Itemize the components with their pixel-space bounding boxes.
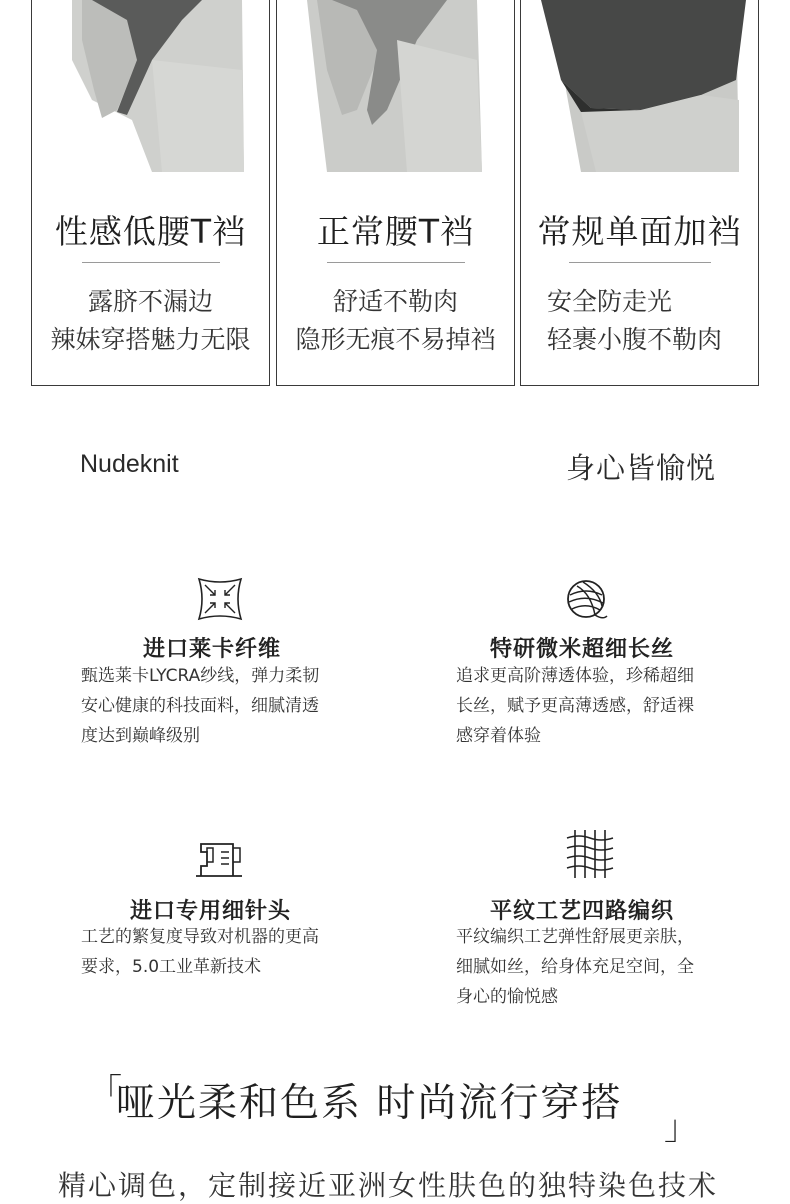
card-title: 性感低腰T裆 (54, 212, 247, 251)
product-card-regular[interactable] (276, 0, 515, 386)
brand-slogan: 身心皆愉悦 (566, 451, 717, 485)
feature-title: 特研微米超细长丝 (490, 637, 675, 662)
card-divider (569, 262, 711, 263)
card-title: 正常腰T裆 (316, 212, 475, 251)
panty-photo-regular (277, 0, 515, 175)
headline-open-bracket: 「 (88, 1072, 122, 1112)
feature-desc: 甄选莱卡LYCRA纱线，弹力柔韧 安心健康的科技面料，细腻清透 度达到巅峰级别 (81, 666, 320, 746)
brand-name: Nudeknit (80, 450, 179, 478)
product-card-brief[interactable] (520, 0, 759, 386)
feature-title: 平纹工艺四路编织 (490, 899, 675, 924)
card-line-2: 隐形无痕不易掉裆 (295, 325, 496, 354)
feature-desc: 追求更高阶薄透体验，珍稀超细 长丝，赋予更高薄透感，舒适裸 感穿着体验 (456, 666, 694, 746)
card-line-1: 安全防走光 (547, 287, 673, 316)
card-line-2: 轻裹小腹不勒肉 (547, 325, 723, 354)
section-subtext: 精心调色，定制接近亚洲女性肤色的独特染色技术 (58, 1169, 719, 1202)
panty-photo-lowrise (32, 0, 270, 175)
headline-close-bracket: 」 (664, 1108, 698, 1148)
feature-desc: 工艺的繁复度导致对机器的更高 要求，5.0工业革新技术 (81, 927, 319, 977)
feature-title: 进口莱卡纤维 (143, 637, 282, 662)
card-line-2: 辣妹穿搭魅力无限 (50, 325, 251, 354)
panty-photo-brief (521, 0, 759, 175)
card-line-1: 舒适不勒肉 (332, 287, 458, 316)
section-headline: 哑光柔和色系 时尚流行穿搭 (116, 1081, 623, 1126)
feature-desc: 平纹编织工艺弹性舒展更亲肤， 细腻如丝，给身体充足空间，全 身心的愉悦感 (456, 927, 694, 1007)
sewing-machine-icon (193, 838, 245, 880)
feature-title: 进口专用细针头 (130, 899, 292, 924)
card-divider (82, 262, 220, 263)
card-line-1: 露脐不漏边 (87, 287, 213, 316)
card-title: 常规单面加裆 (537, 212, 742, 251)
weave-grid-icon (565, 828, 615, 880)
product-card-lowrise[interactable] (31, 0, 270, 386)
fabric-stretch-icon (195, 576, 245, 622)
card-divider (327, 262, 465, 263)
yarn-ball-icon (565, 578, 609, 622)
